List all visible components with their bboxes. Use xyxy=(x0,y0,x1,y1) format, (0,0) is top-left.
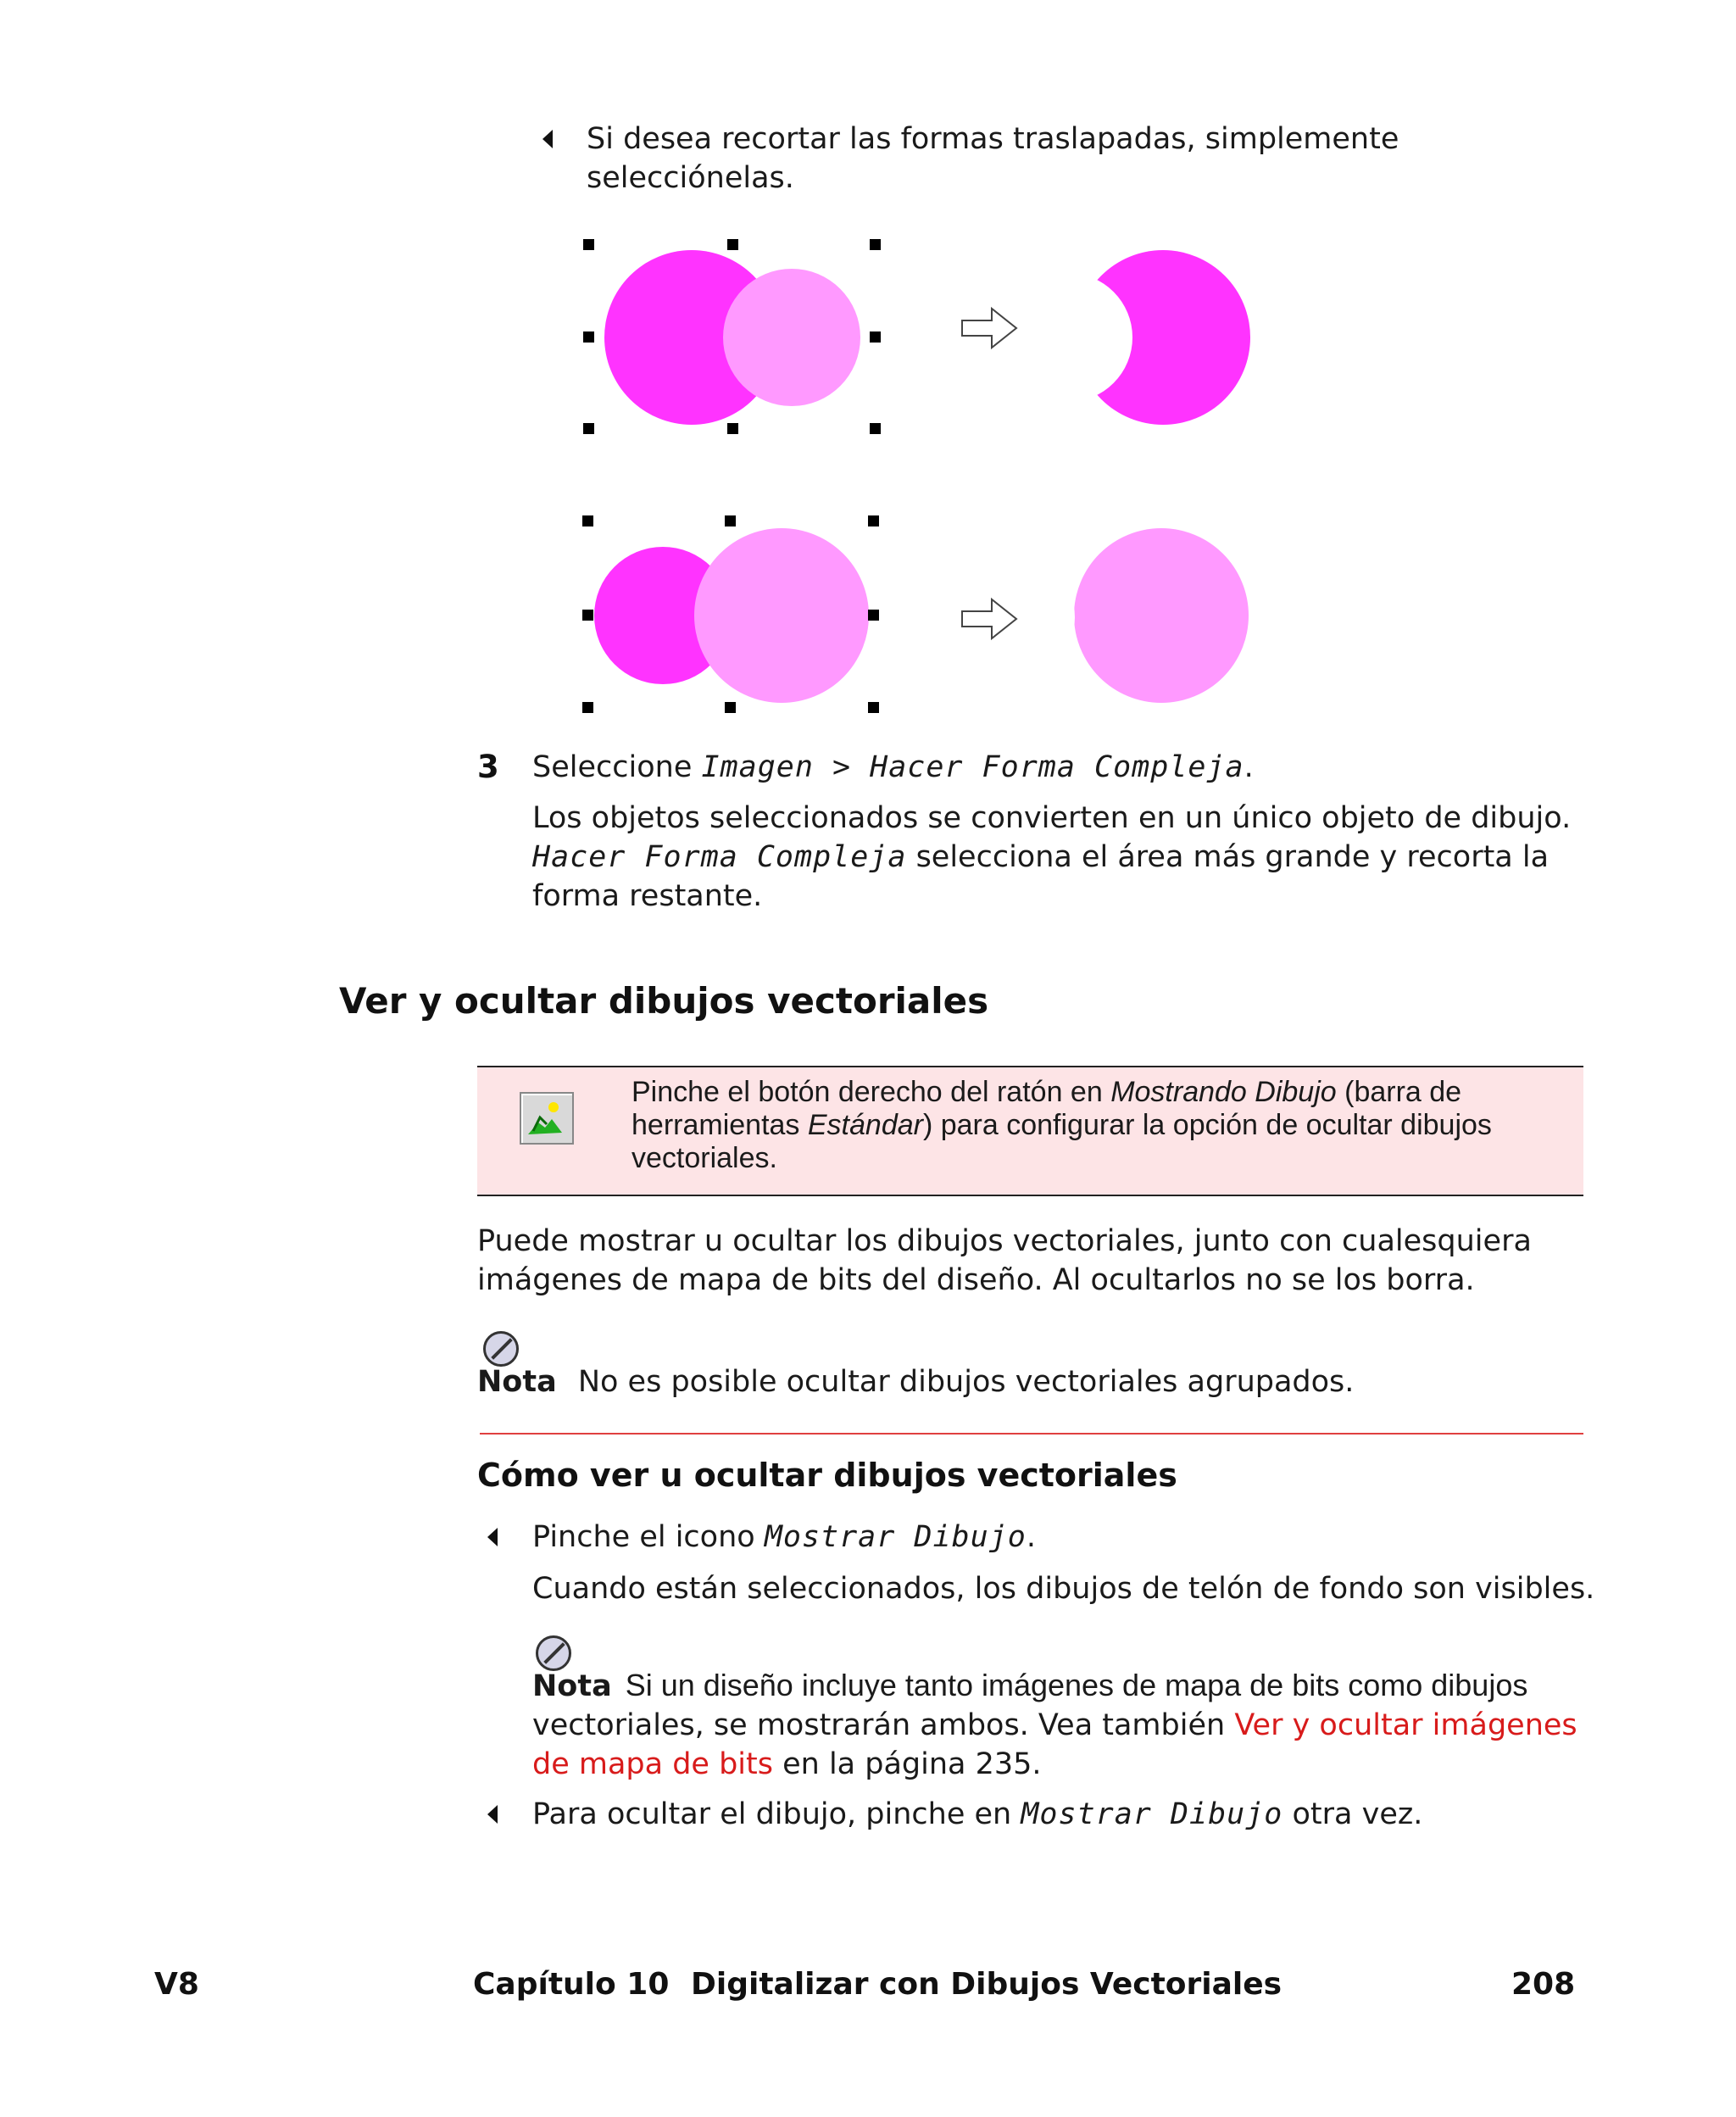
trimmed-crescent-pink xyxy=(1074,528,1249,703)
right-arrow-icon-2 xyxy=(962,599,1016,638)
step-number: 3 xyxy=(477,749,499,785)
note-1 xyxy=(477,1362,1354,1401)
bullet-marker xyxy=(542,130,553,148)
shape-trim-figure xyxy=(576,229,1271,721)
large-pink-circle xyxy=(694,528,869,703)
bullet-1-description: Cuando están seleccionados, los dibujos de telón de fondo son visibles. xyxy=(532,1572,1595,1606)
footer-chapter: Capítulo 10 xyxy=(473,1967,670,2002)
cross-reference-link-cont[interactable]: de mapa de bits xyxy=(532,1747,773,1781)
subsection-title: Cómo ver u ocultar dibujos vectoriales xyxy=(477,1457,1177,1494)
note-label: Nota xyxy=(532,1669,612,1703)
bullet-1: Pinche el icono Mostrar Dibujo. xyxy=(532,1520,1036,1554)
bullet-2: Para ocultar el dibujo, pinche en Mostrar Dibujo otra vez. xyxy=(532,1797,1423,1831)
right-arrow-icon xyxy=(962,309,1016,348)
note-icon xyxy=(483,1331,519,1367)
trimmed-crescent-magenta xyxy=(1076,250,1250,425)
tip-box xyxy=(477,1066,1583,1196)
section-divider xyxy=(480,1433,1583,1435)
section-title: Ver y ocultar dibujos vectoriales xyxy=(339,980,989,1022)
small-pink-circle xyxy=(723,269,860,406)
intro-line-1: Si desea recortar las formas traslapadas, simplemente xyxy=(587,122,1399,156)
note-text: No es posible ocultar dibujos vectoriales agrupados. xyxy=(577,1365,1355,1399)
note-label: Nota xyxy=(477,1365,557,1399)
bullet-marker xyxy=(487,1528,498,1546)
intro-bullet-text xyxy=(587,120,1399,198)
intro-line-2: selecciónelas. xyxy=(587,161,794,195)
footer-chapter-title: Digitalizar con Dibujos Vectoriales xyxy=(691,1967,1283,2002)
step3-instruction: Seleccione Imagen > Hacer Forma Compleja. xyxy=(532,750,1254,784)
show-drawing-tool-icon xyxy=(520,1092,574,1145)
footer-version: V8 xyxy=(154,1967,199,2002)
note-2: Nota Si un diseño incluye tanto imágenes de mapa de bits como dibujos vectoriales, se mostrarán ambos. Vea también Ver y ocultar imágenes de mapa de bits en la página 235. xyxy=(532,1668,1577,1781)
footer-page-number: 208 xyxy=(1511,1967,1576,2002)
cross-reference-link[interactable]: Ver y ocultar imágenes xyxy=(1234,1708,1577,1742)
menu-path: Imagen > Hacer Forma Compleja xyxy=(701,750,1244,784)
body-paragraph: Puede mostrar u ocultar los dibujos vectoriales, junto con cualesquiera imágenes de mapa de bits del diseño. Al ocultarlos no se los borra. xyxy=(477,1224,1532,1297)
bullet-marker xyxy=(487,1805,498,1824)
tip-text: Pinche el botón derecho del ratón en Mostrando Dibujo (barra de herramientas Estándar) para configurar la opción de ocultar dibujos vectoriales. xyxy=(632,1076,1492,1174)
step3-description: Los objetos seleccionados se convierten en un único objeto de dibujo. Hacer Forma Compleja selecciona el área más grande y recorta la forma restante. xyxy=(532,801,1572,913)
